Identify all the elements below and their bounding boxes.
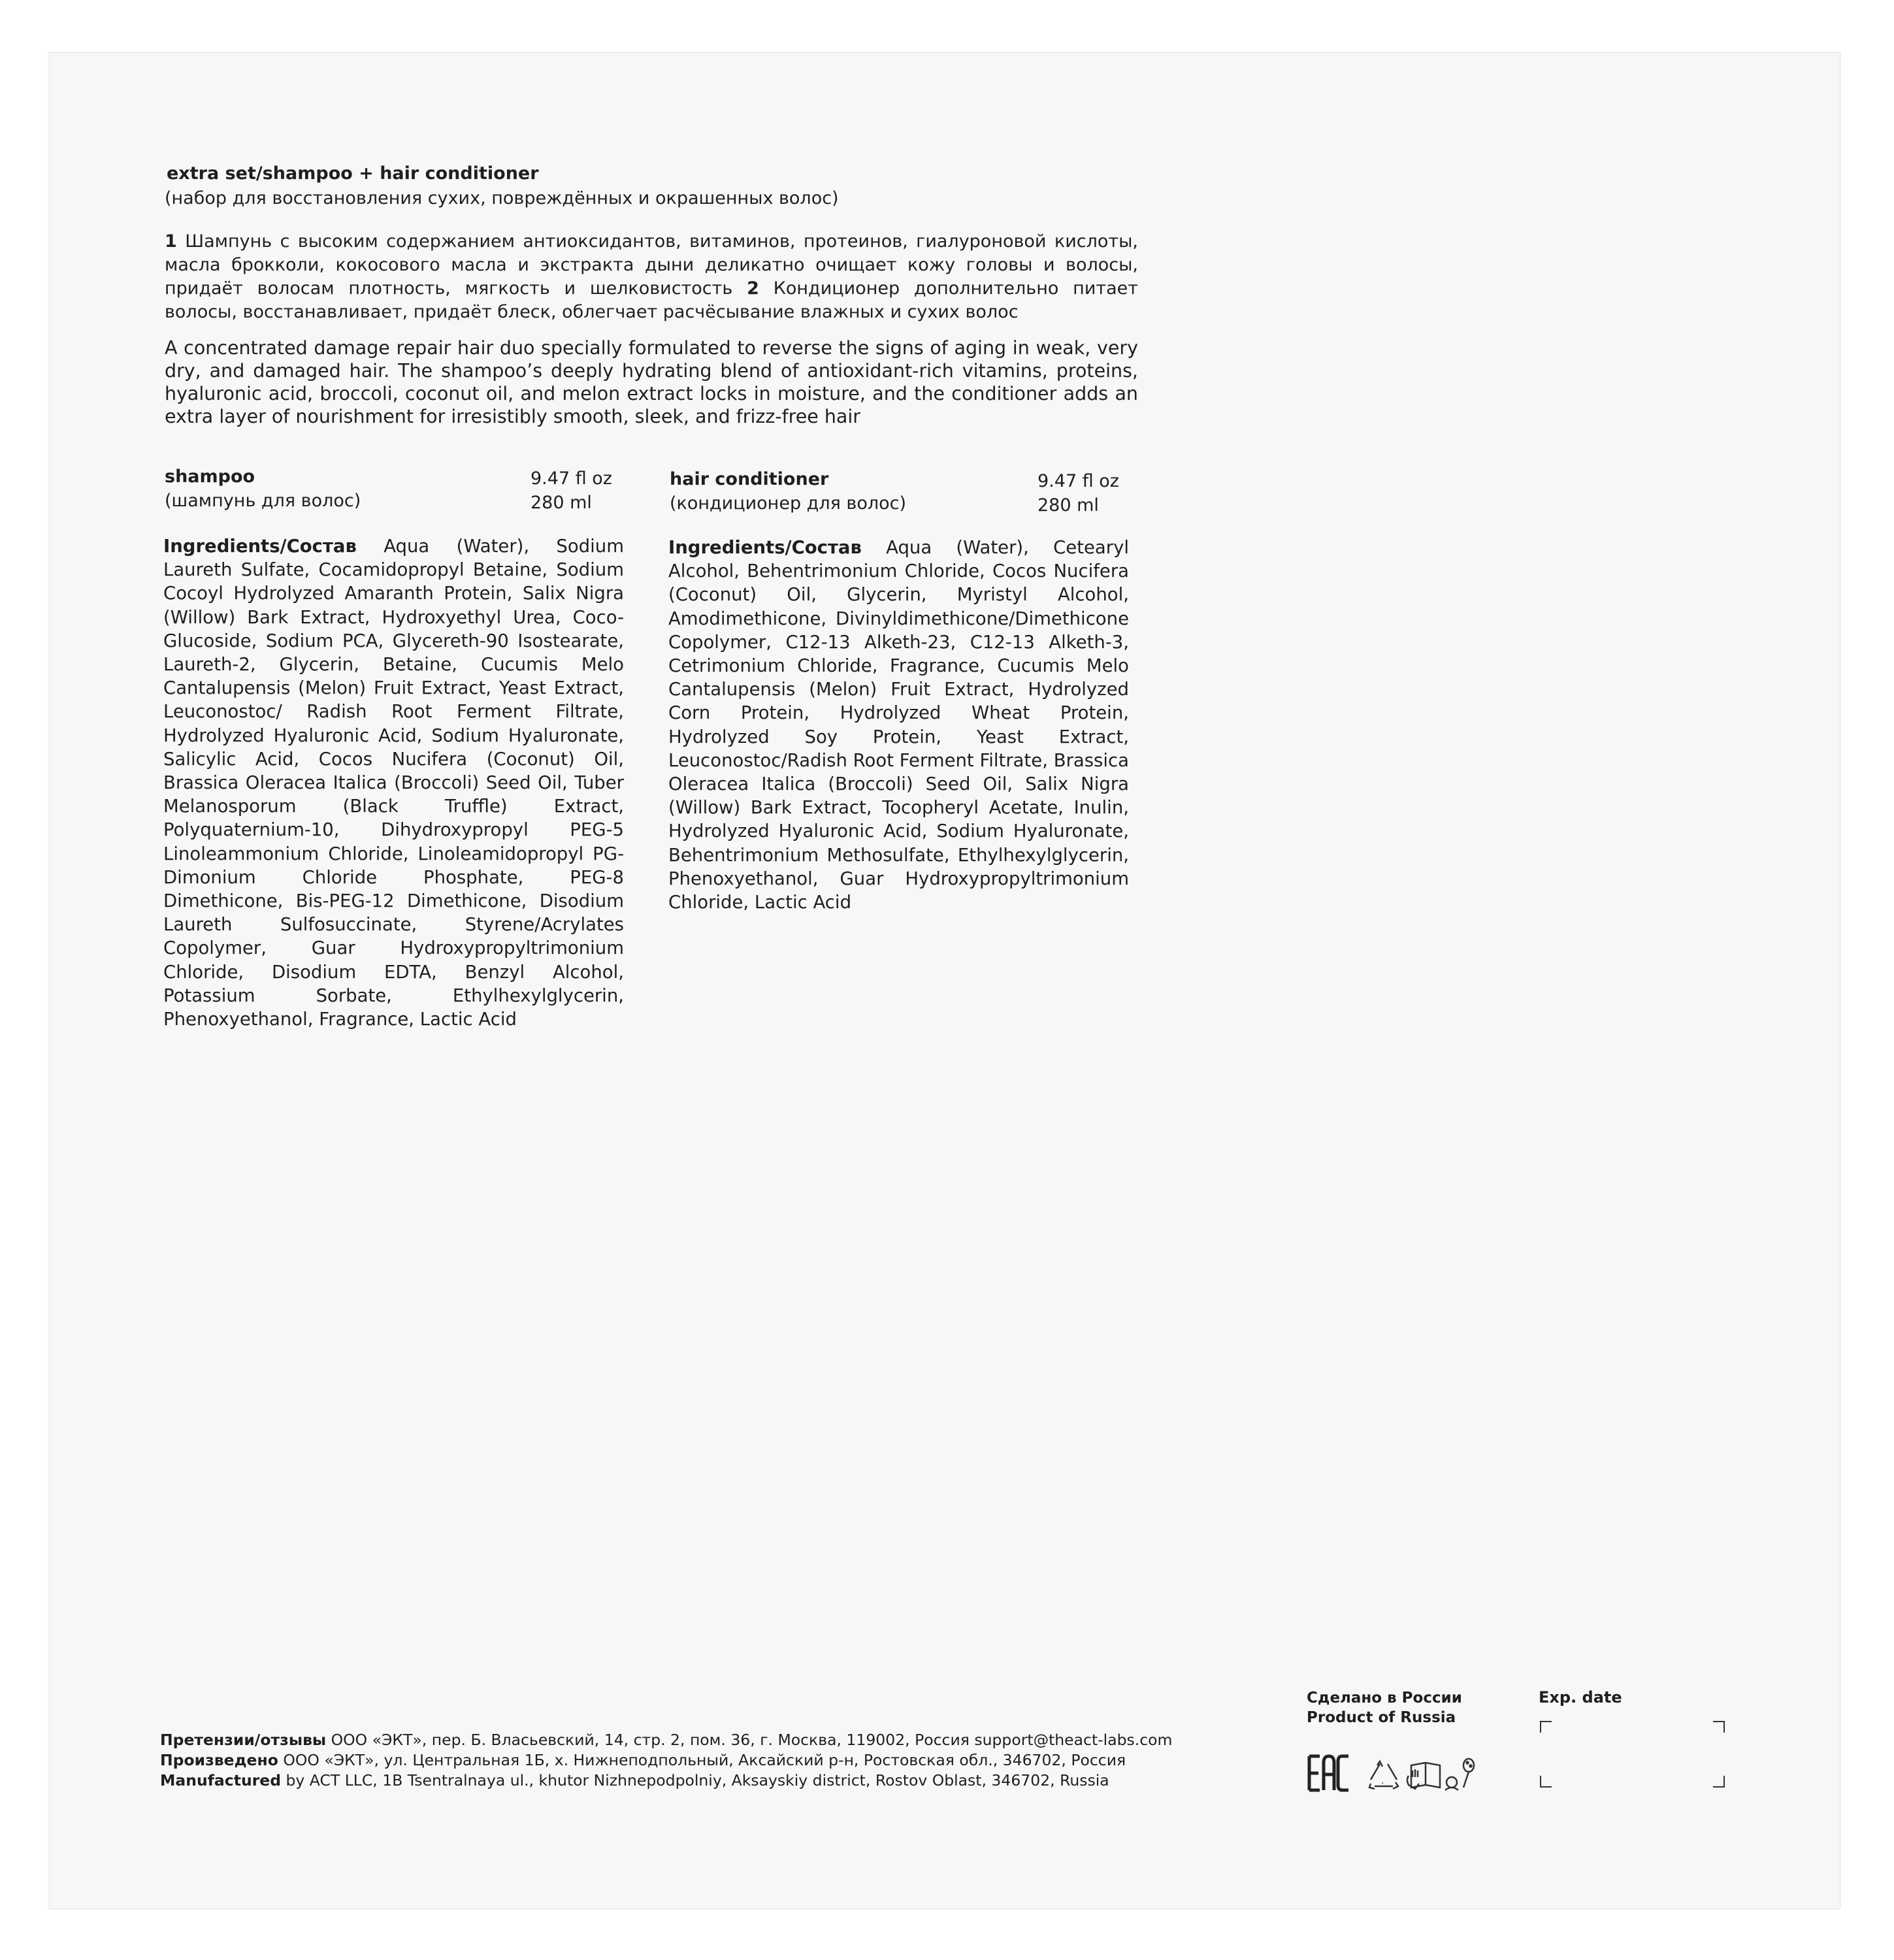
conditioner-subtitle: (кондиционер для волос): [670, 493, 906, 514]
frame-corner-bottom-left: [1540, 1776, 1552, 1788]
eac-mark-icon: [1309, 1756, 1348, 1790]
manufactured-line: [160, 1771, 1172, 1791]
origin-label: [1307, 1688, 1462, 1727]
claims-label: Претензии/отзывы: [160, 1731, 327, 1749]
product-title: extra set/shampoo + hair conditioner: [167, 163, 539, 184]
shampoo-name: shampoo: [165, 466, 255, 487]
hair-care-icon: [1445, 1759, 1474, 1790]
manufactured-text: by ACT LLC, 1B Tsentralnaya ul., khutor Nizhnepodpolniy, Aksayskiy district, Rostov Oblast, 346702, Russia: [286, 1771, 1109, 1789]
manufactured-label: Manufactured: [160, 1771, 282, 1789]
frame-corner-top-left: [1540, 1721, 1552, 1733]
description-en: A concentrated damage repair hair duo specially formulated to reverse the signs of aging in weak, very dry, and damaged hair. The shampoo’s deeply hydrating blend of antioxidant-rich vitamins, proteins, hyaluronic acid, broccoli, coconut oil, and melon extract locks in moisture, and the conditioner adds an extra layer of nourishment for irresistibly smooth, sleek, and frizz-free hair: [165, 337, 1138, 427]
shampoo-volume-ml: 280 ml: [531, 493, 592, 513]
conditioner-volume-oz: 9.47 fl oz: [1037, 471, 1119, 491]
shampoo-subtitle: (шампунь для волос): [165, 491, 361, 511]
conditioner-ingredients: [668, 536, 1129, 914]
claims-line: [160, 1730, 1172, 1750]
manufacturer-info: [160, 1730, 1172, 1791]
frame-corner-bottom-right: [1713, 1776, 1725, 1788]
produced-label: Произведено: [160, 1751, 278, 1769]
step-number-1: 1: [165, 231, 177, 252]
svg-text:.: .: [1381, 1776, 1384, 1786]
shampoo-ingredients: [163, 534, 624, 1031]
conditioner-ingredients-label: Ingredients/Состав: [668, 537, 862, 558]
step-number-2: 2: [747, 278, 759, 299]
description-ru: [165, 230, 1138, 324]
description-ru-part2: Кондиционер дополнительно питает волосы, восстанавливает, придаёт блеск, облегчает расчёсывание влажных и сухих волос: [165, 278, 1138, 322]
recycle-icon: [1369, 1761, 1398, 1789]
conditioner-volume-ml: 280 ml: [1037, 495, 1099, 515]
produced-line: [160, 1750, 1172, 1771]
shampoo-ingredients-list: Aqua (Water), Sodium Laureth Sulfate, Cocamidopropyl Betaine, Sodium Cocoyl Hydrolyzed Amaranth Protein, Salix Nigra (Willow) Bark Extract, Hydroxyethyl Urea, Coco-Glucoside, Sodium PCA, Glycereth-90 Isostearate, Laureth-2, Glycerin, Betaine, Cucumis Melo Cantalupensis (Melon) Fruit Extract, Yeast Extract, Leuconostoc/ Radish Root Ferment Filtrate, Hydrolyzed Hyaluronic Acid, Sodium Hyaluronate, Salicylic Acid, Cocos Nucifera (Coconut) Oil, Brassica Oleracea Italica (Broccoli) Seed Oil, Tuber Melanosporum (Black Truffle) Extract, Polyquaternium-10, Dihydroxypropyl PEG-5 Linoleammonium Chloride, Linoleamidopropyl PG-Dimonium Chloride Phosphate, PEG-8 Dimethicone, Bis-PEG-12 Dimethicone, Disodium Laureth Sulfosuccinate, Styrene/Acrylates Copolymer, Guar Hydroxypropyltrimonium Chloride, Disodium EDTA, Benzyl Alcohol, Potassium Sorbate, Ethylhexylglycerin, Phenoxyethanol, Fragrance, Lactic Acid: [163, 536, 624, 1030]
conditioner-volume: [1037, 469, 1119, 517]
conditioner-ingredients-list: Aqua (Water), Cetearyl Alcohol, Behentrimonium Chloride, Cocos Nucifera (Coconut) Oil, Glycerin, Myristyl Alcohol, Amodimethicone, Divinyldimethicone/Dimethicone Copolymer, C12-13 Alketh-23, C12-13 Alketh-3, Cetrimonium Chloride, Fragrance, Cucumis Melo Cantalupensis (Melon) Fruit Extract, Hydrolyzed Corn Protein, Hydrolyzed Wheat Protein, Hydrolyzed Soy Protein, Yeast Extract, Leuconostoc/Radish Root Ferment Filtrate, Brassica Oleracea Italica (Broccoli) Seed Oil, Salix Nigra (Willow) Bark Extract, Tocopheryl Acetate, Inulin, Hydrolyzed Hyaluronic Acid, Sodium Hyaluronate, Behentrimonium Methosulfate, Ethylhexylglycerin, Phenoxyethanol, Guar Hydroxypropyltrimonium Chloride, Lactic Acid: [668, 537, 1129, 913]
frame-corner-top-right: [1713, 1721, 1725, 1733]
claims-text: ООО «ЭКТ», пер. Б. Власьевский, 14, стр. 2, пом. 36, г. Москва, 119002, Россия support@theact-labs.com: [331, 1731, 1173, 1749]
description-ru-part1: Шампунь с высоким содержанием антиоксидантов, витаминов, протеинов, гиалуроновой кислоты, масла брокколи, кокосового масла и экстракта дыни деликатно очищает кожу головы и волосы, придаёт волосам плотность, мягкость и шелковистость: [165, 231, 1139, 299]
open-jar-icon: [1407, 1763, 1440, 1789]
product-subtitle: (набор для восстановления сухих, повреждённых и окрашенных волос): [165, 188, 839, 208]
origin-ru: Сделано в России: [1307, 1690, 1462, 1707]
shampoo-volume: [531, 466, 612, 515]
conditioner-name: hair conditioner: [670, 469, 829, 489]
origin-en: Product of Russia: [1307, 1709, 1456, 1726]
expiry-label: Exp. date: [1539, 1688, 1622, 1707]
certification-icons: [1307, 1751, 1522, 1797]
shampoo-volume-oz: 9.47 fl oz: [531, 468, 612, 489]
produced-text: ООО «ЭКТ», ул. Центральная 1Б, х. Нижнеподпольный, Аксайский р-н, Ростовская обл., 346702, Россия: [283, 1751, 1126, 1769]
shampoo-ingredients-label: Ingredients/Состав: [163, 536, 357, 557]
